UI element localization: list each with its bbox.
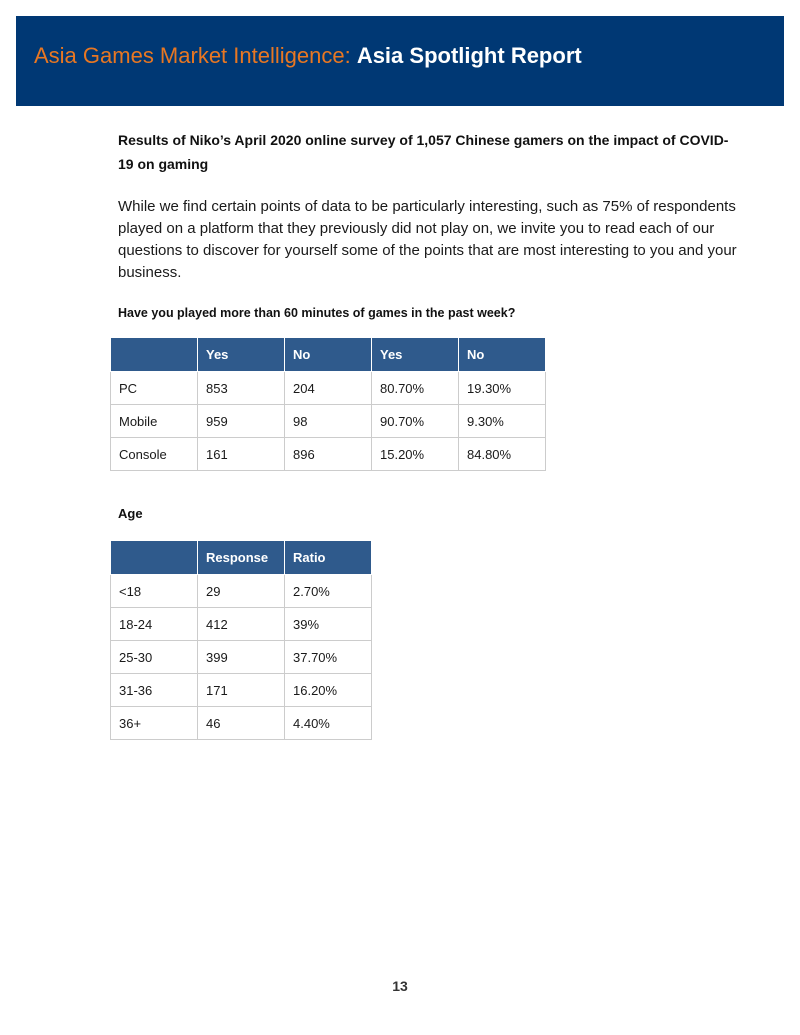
- table-cell: 80.70%: [372, 372, 459, 405]
- table-header-cell: Response: [198, 541, 285, 575]
- table-cell: 46: [198, 707, 285, 740]
- table-cell: 959: [198, 405, 285, 438]
- age-table: [110, 540, 372, 740]
- play-time-table: [110, 337, 546, 471]
- report-title-main: Asia Spotlight Report: [356, 43, 582, 68]
- table-header-cell: Yes: [372, 338, 459, 372]
- table-cell: 9.30%: [459, 405, 546, 438]
- table-cell: 853: [198, 372, 285, 405]
- table-row: [111, 438, 546, 471]
- table-cell: 29: [198, 575, 285, 608]
- table-row: [111, 674, 372, 707]
- table-row: [111, 372, 546, 405]
- table-row: [111, 575, 372, 608]
- table-cell: 18-24: [111, 608, 198, 641]
- table-cell: Console: [111, 438, 198, 471]
- table-header-cell: [111, 541, 198, 575]
- age-section-label: Age: [118, 506, 143, 521]
- play-time-question: Have you played more than 60 minutes of games in the past week?: [118, 306, 516, 320]
- table-cell: 2.70%: [285, 575, 372, 608]
- table-cell: 37.70%: [285, 641, 372, 674]
- table-cell: 16.20%: [285, 674, 372, 707]
- report-content: [118, 128, 738, 322]
- intro-paragraph: While we find certain points of data to be particularly interesting, such as 75% of respondents played on a platform that they previously did not play on, we invite you to read each of our questions to discover for yourself some of the points that are most interesting to you and your business.: [118, 198, 737, 281]
- table-cell: 204: [285, 372, 372, 405]
- table-header-row: [111, 541, 372, 575]
- table-row: [111, 405, 546, 438]
- table-cell: <18: [111, 575, 198, 608]
- table-cell: 896: [285, 438, 372, 471]
- table-cell: 36+: [111, 707, 198, 740]
- table-cell: 412: [198, 608, 285, 641]
- table-cell: 161: [198, 438, 285, 471]
- table-header-cell: No: [285, 338, 372, 372]
- report-banner: [16, 16, 784, 106]
- table-cell: 19.30%: [459, 372, 546, 405]
- page-number: 13: [392, 978, 408, 994]
- table-cell: 31-36: [111, 674, 198, 707]
- table-cell: 25-30: [111, 641, 198, 674]
- table-row: [111, 608, 372, 641]
- table-header-row: [111, 338, 546, 372]
- table-cell: 84.80%: [459, 438, 546, 471]
- table-cell: Mobile: [111, 405, 198, 438]
- table-header-cell: No: [459, 338, 546, 372]
- table-header-cell: [111, 338, 198, 372]
- survey-headline: Results of Niko’s April 2020 online survey of 1,057 Chinese gamers on the impact of COVID-19 on gaming: [118, 132, 729, 172]
- table-cell: 4.40%: [285, 707, 372, 740]
- table-cell: 171: [198, 674, 285, 707]
- table-header-cell: Ratio: [285, 541, 372, 575]
- table-cell: 39%: [285, 608, 372, 641]
- report-title: [34, 41, 582, 71]
- table-row: [111, 707, 372, 740]
- table-cell: 15.20%: [372, 438, 459, 471]
- table-row: [111, 641, 372, 674]
- table-header-cell: Yes: [198, 338, 285, 372]
- report-title-prefix: Asia Games Market Intelligence:: [34, 43, 357, 68]
- table-cell: 399: [198, 641, 285, 674]
- table-cell: 90.70%: [372, 405, 459, 438]
- table-cell: PC: [111, 372, 198, 405]
- table-cell: 98: [285, 405, 372, 438]
